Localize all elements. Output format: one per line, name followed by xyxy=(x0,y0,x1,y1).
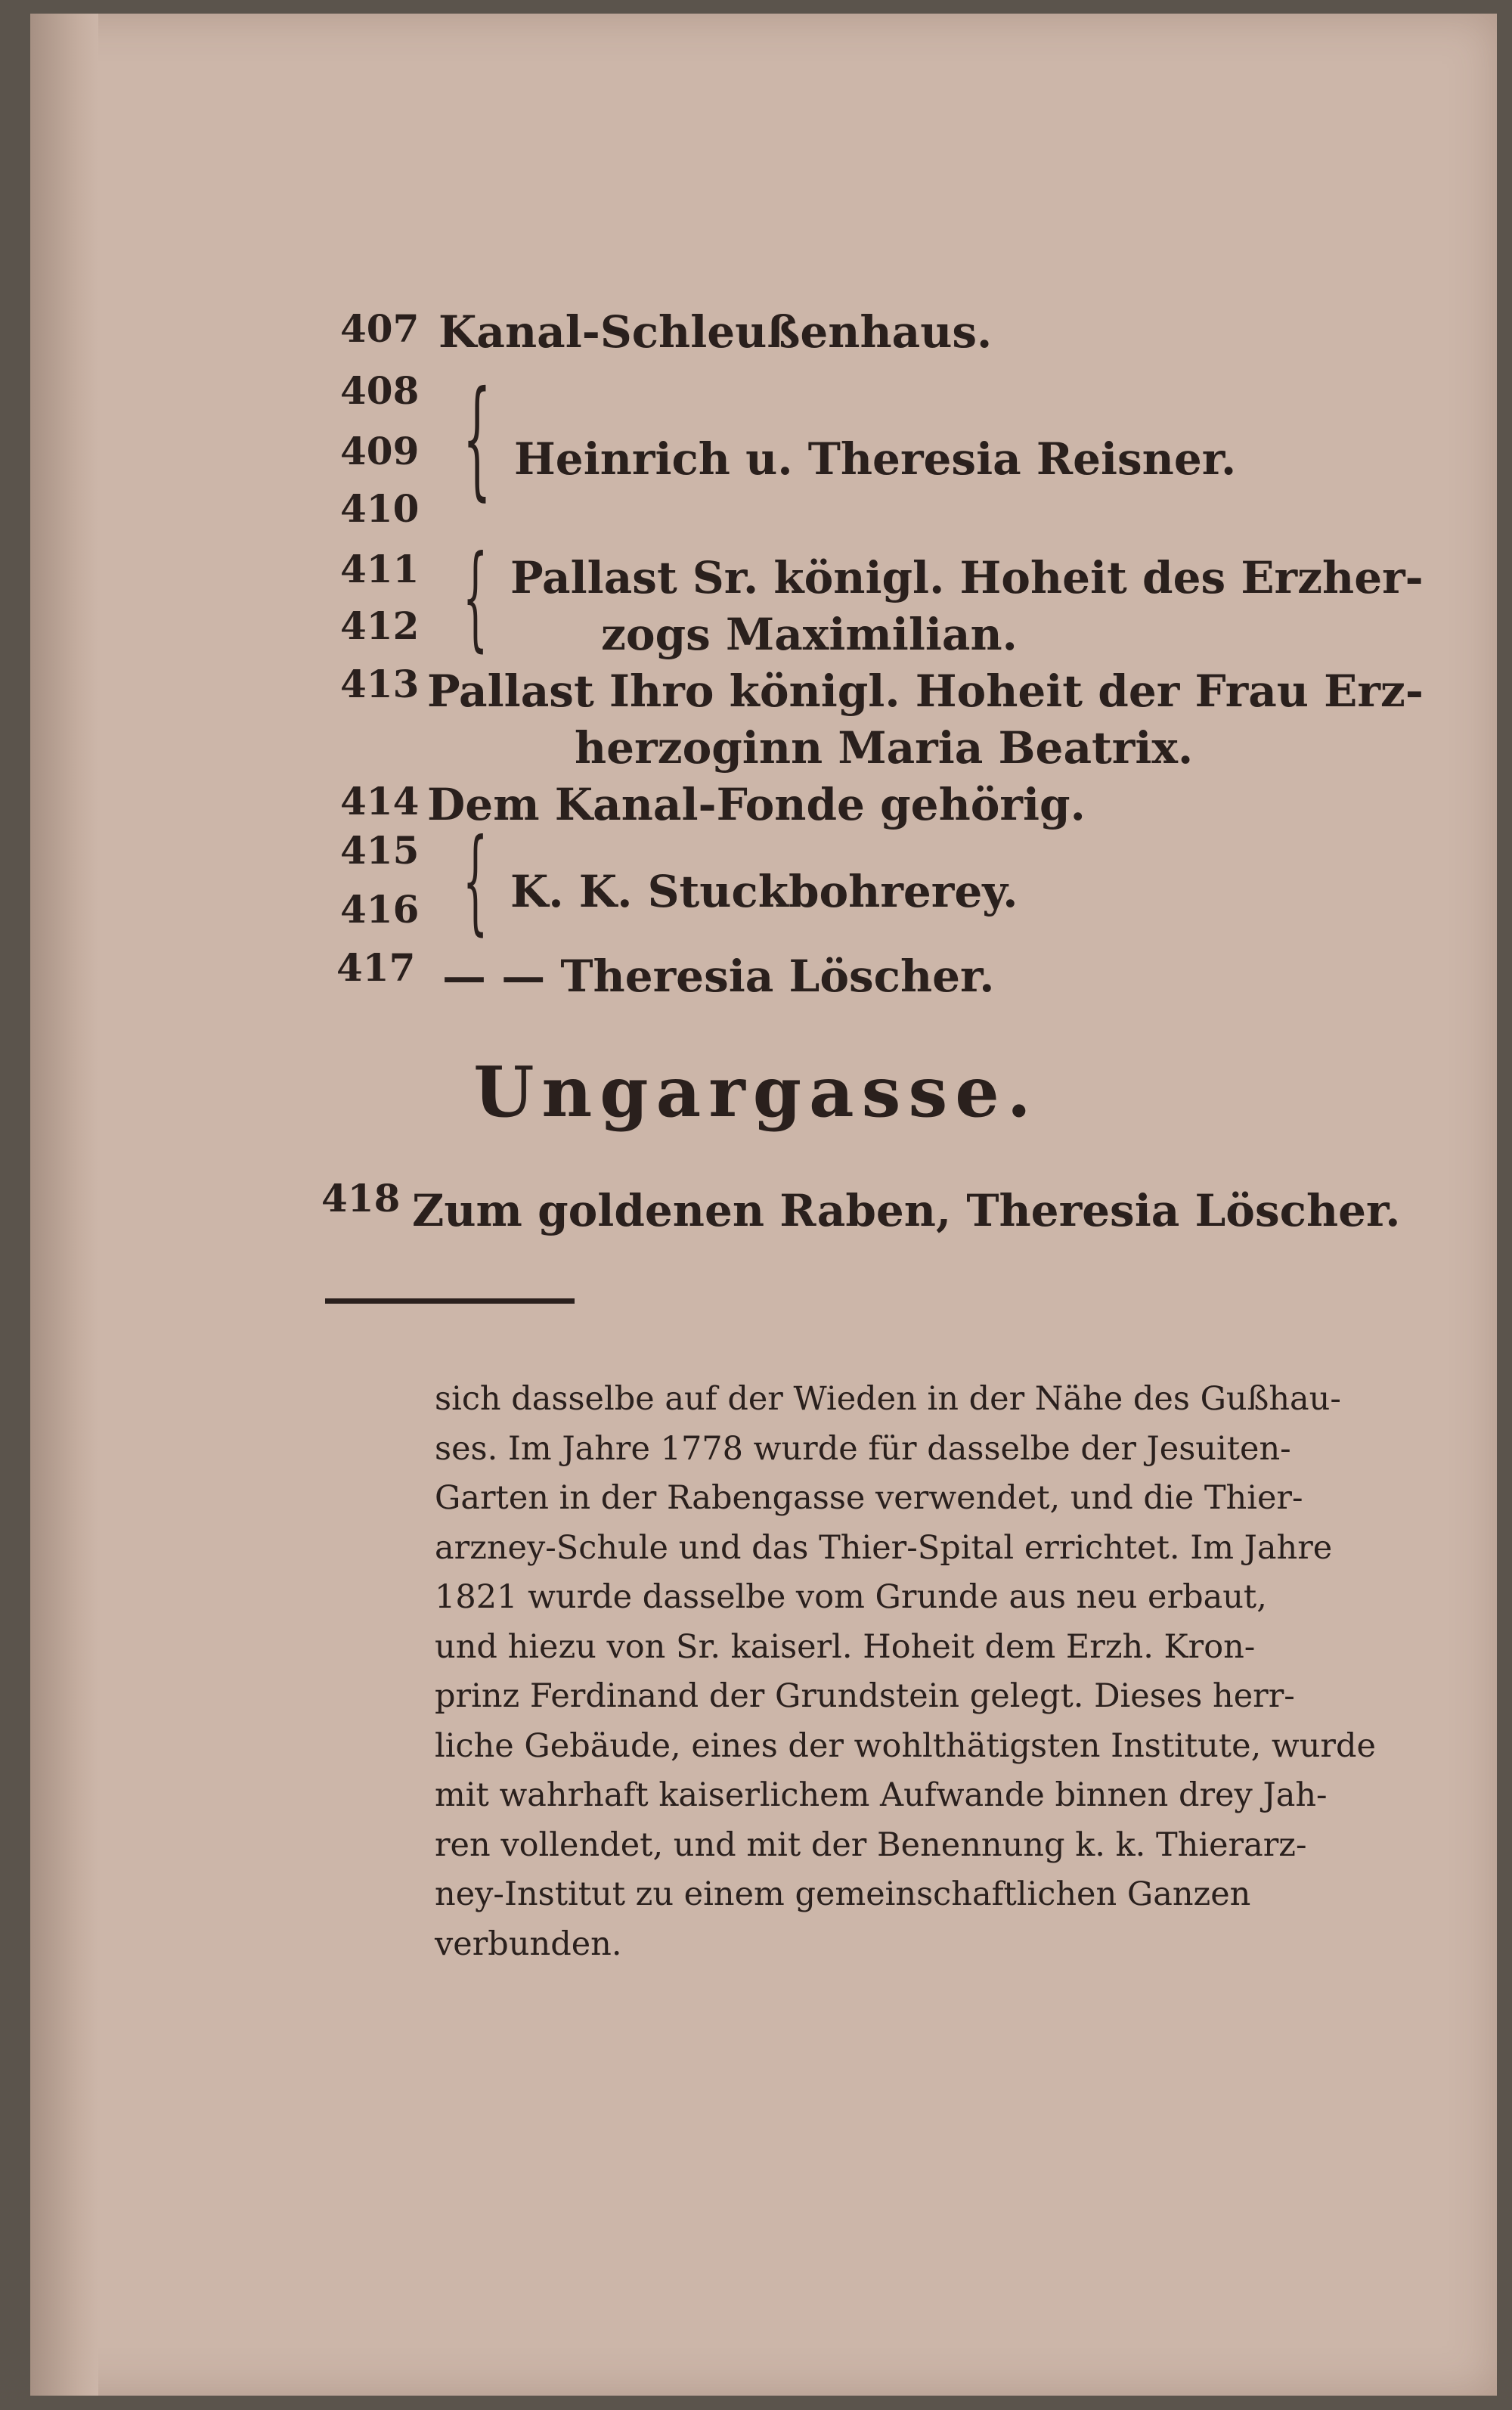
house-number: 417 xyxy=(336,945,416,990)
footnote-line: arzney-Schule und das Thier-Spital errichtet. Im Jahre xyxy=(435,1528,1333,1567)
house-number: 414 xyxy=(340,779,420,823)
house-number: 416 xyxy=(340,887,420,932)
brace-icon: { xyxy=(463,815,488,947)
footnote xyxy=(435,1375,1376,1969)
brace-icon: { xyxy=(463,364,491,513)
footnote-line: Garten in der Rabengasse verwendet, und die Thier- xyxy=(435,1479,1303,1517)
footnote-line: mit wahrhaft kaiserlichem Aufwande binnen drey Jah- xyxy=(435,1776,1328,1814)
house-number: 407 xyxy=(340,306,420,351)
footnote-line: ney-Institut zu einem gemeinschaftlichen Ganzen xyxy=(435,1875,1251,1913)
footnote-divider xyxy=(325,1298,575,1304)
entry-text: Pallast Sr. königl. Hoheit des Erzher- xyxy=(510,552,1424,603)
page-gutter xyxy=(30,14,98,2396)
house-number: 410 xyxy=(340,486,420,531)
footnote-line: verbunden. xyxy=(435,1925,622,1963)
entry-text: K. K. Stuckbohrerey. xyxy=(510,866,1018,917)
house-number: 411 xyxy=(340,547,420,591)
house-number: 412 xyxy=(340,603,420,648)
house-number: 418 xyxy=(321,1176,401,1221)
footnote-line: und hiezu von Sr. kaiserl. Hoheit dem Erzh. Kron- xyxy=(435,1627,1256,1666)
footnote-line: ses. Im Jahre 1778 wurde für dasselbe der Jesuiten- xyxy=(435,1429,1291,1468)
footnote-line: ren vollendet, und mit der Benennung k. k. Thierarz- xyxy=(435,1825,1307,1864)
footnote-line: sich dasselbe auf der Wieden in der Nähe des Gußhau- xyxy=(435,1380,1341,1418)
entry-text-continuation: zogs Maximilian. xyxy=(601,609,1018,660)
section-heading: Ungargasse. xyxy=(473,1051,1039,1133)
entry-text: Dem Kanal-Fonde gehörig. xyxy=(427,779,1086,830)
house-number: 415 xyxy=(340,828,420,873)
brace-icon: { xyxy=(463,532,488,663)
house-number: 409 xyxy=(340,429,420,473)
entry-text: — — Theresia Löscher. xyxy=(442,951,995,1002)
footnote-line: 1821 wurde dasselbe vom Grunde aus neu erbaut, xyxy=(435,1578,1267,1616)
entry-text: Zum goldenen Raben, Theresia Löscher. xyxy=(412,1185,1401,1236)
entry-text-continuation: herzoginn Maria Beatrix. xyxy=(575,722,1194,774)
footnote-line: liche Gebäude, eines der wohlthätigsten Institute, wurde xyxy=(435,1726,1376,1765)
entry-text: Heinrich u. Theresia Reisner. xyxy=(514,433,1237,485)
house-number: 408 xyxy=(340,368,420,413)
footnote-line: prinz Ferdinand der Grundstein gelegt. Dieses herr- xyxy=(435,1677,1295,1715)
entry-text: Kanal-Schleußenhaus. xyxy=(438,306,993,358)
house-number: 413 xyxy=(340,662,420,706)
entry-text: Pallast Ihro königl. Hoheit der Frau Erz- xyxy=(427,665,1424,717)
